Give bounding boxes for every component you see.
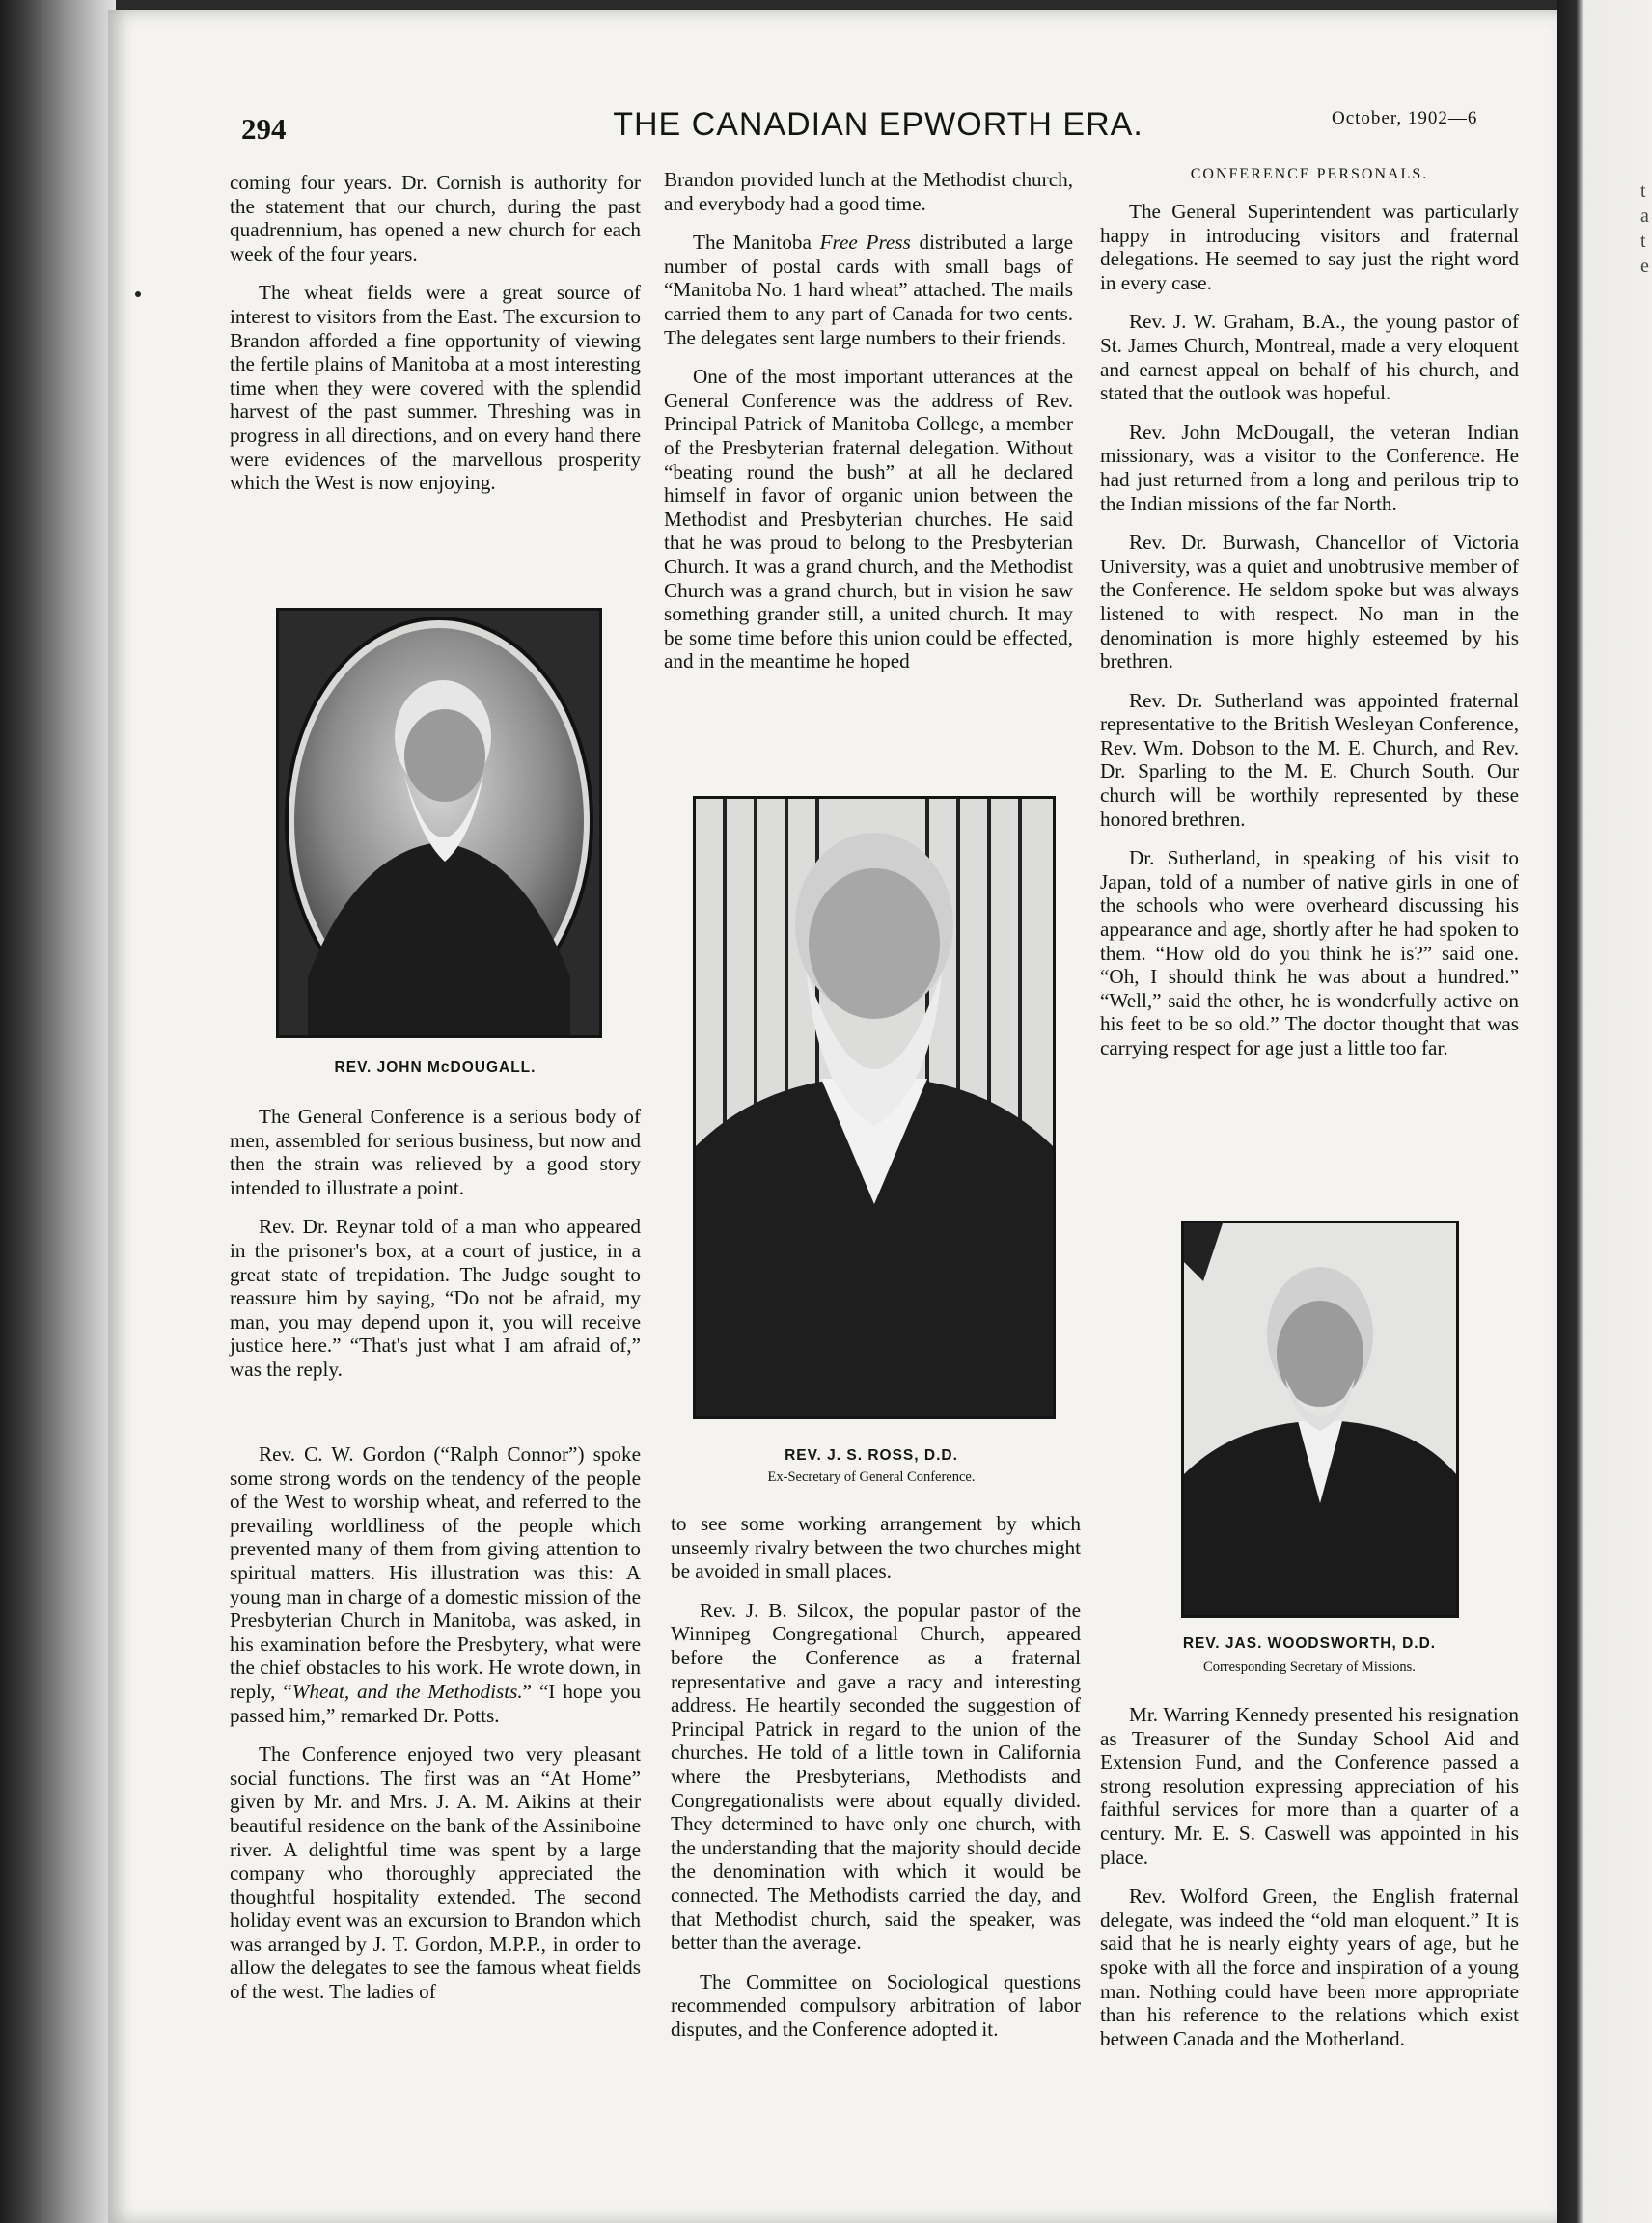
strip-letter: t	[1640, 180, 1646, 202]
italic-run: Wheat, and the Methodists.	[291, 1679, 523, 1703]
text-run: The Manitoba	[693, 231, 820, 255]
page-number: 294	[241, 112, 287, 146]
paragraph: The wheat fields were a great source of interest to visitors from the East. The excursion to Brandon afforded a fine opportunity of viewing the fertile plains of Manitoba at a most interesting time when they were covered with the splendid harvest of the past summer. Threshing was in progress in all directions, and on every hand there were evidences of the marvellous prosperity which the West is now enjoying.	[230, 281, 641, 495]
strip-letter: e	[1640, 256, 1649, 277]
masthead-title: THE CANADIAN EPWORTH ERA.	[613, 106, 1143, 143]
facing-page-text	[1640, 178, 1652, 279]
text-run: ” “I hope you passed him,” remarked Dr. Potts.	[230, 1679, 642, 1727]
paragraph: Mr. Warring Kennedy presented his resignation as Treasurer of the Sunday School Aid and Extension Fund, and the Conference passed a strong resolution expressing appreciation of his faithful services for more than a quarter of a century. Mr. E. S. Caswell was appointed in his place.	[1100, 1703, 1519, 1869]
portrait-john-mcdougall	[276, 608, 602, 1038]
paragraph: Rev. Dr. Reynar told of a man who appeared in the prisoner's box, at a court of justice, in a great state of trepidation. The Judge sought to reassure him by saying, “Do not be afraid, my man, you may depend upon it, you will receive justice here.” “That's just what I am afraid of,” was the reply.	[230, 1215, 641, 1381]
paragraph: The Committee on Sociological questions recommended compulsory arbitration of labor disputes, and the Conference adopted it.	[671, 1969, 1081, 2041]
strip-letter: t	[1640, 231, 1646, 252]
caption-mcdougall: REV. JOHN McDOUGALL.	[334, 1059, 537, 1076]
paragraph: Rev. Wolford Green, the English fraternal delegate, was indeed the “old man eloquent.” It is said that he is nearly eighty years of age, but he spoke with all the force and inspiration of a young man. Nothing could have been more appropriate than his reference to the relations which exist between Canada and the Motherland.	[1100, 1884, 1519, 2050]
paragraph: Rev. Dr. Sutherland was appointed fraternal representative to the British Wesleyan Conference, Rev. Wm. Dobson to the M. E. Church, and Rev. Dr. Sparling to the M. E. Church South. Our church will be worthily represented by these honored brethren.	[1100, 688, 1519, 831]
issue-date: October, 1902—6	[1332, 108, 1478, 128]
strip-letter: a	[1640, 206, 1649, 227]
caption-woodsworth: REV. JAS. WOODSWORTH, D.D.	[1182, 1635, 1437, 1652]
text-run: distributed a large number of postal cards with small bags of “Manitoba No. 1 hard wheat” attached. The mails carried them to any part of Canada for two cents. The delegates sent large numbers to their friends.	[664, 231, 1073, 349]
page-header	[0, 0, 1652, 145]
paragraph	[230, 1442, 641, 1727]
caption-ross: REV. J. S. ROSS, D.D.	[785, 1447, 958, 1464]
paragraph: Rev. Dr. Burwash, Chancellor of Victoria University, was a quiet and unobtrusive member of the Conference. He seldom spoke but was always listened to with respect. No man in the denomination is more highly esteemed by his brethren.	[1100, 531, 1519, 673]
text-run: Rev. C. W. Gordon (“Ralph Connor”) spoke some strong words on the tendency of the people of the West to worship wheat, and referred to the prevailing worldliness of the people which prevented many of them from giving attention to spiritual matters. His illustration was this: A young man in charge of a domestic mission of the Presbyterian Church in Manitoba, was asked, in his examination before the Presbytery, what were the chief obstacles to his work. He wrote down, in reply, “	[230, 1442, 641, 1703]
paragraph: Rev. J. W. Graham, B.A., the young pastor of St. James Church, Montreal, made a very eloquent and earnest appeal on behalf of his church, and stated that the outlook was hopeful.	[1100, 310, 1519, 405]
column-1-bottom	[230, 1442, 641, 2004]
italic-run: Free Press	[819, 231, 911, 255]
subcaption-ross: Ex-Secretary of General Conference.	[767, 1469, 976, 1485]
column-1-top	[230, 171, 641, 495]
paragraph: One of the most important utterances at the General Conference was the address of Rev. Principal Patrick of Manitoba College, a member of the Presbyterian fraternal delegation. Without “beating round the bush” at all he declared himself in favor of organic union between the Methodist and Presbyterian churches. He said that he was proud to belong to the Presbyterian Church. It was a grand church, and the Methodist Church was a grand church, but in vision he saw something grander still, a united church. It may be some time before this union could be effected, and in the meantime he hoped	[664, 365, 1073, 673]
stray-mark	[135, 291, 141, 297]
paragraph: coming four years. Dr. Cornish is authority for the statement that our church, during the past quadrennium, has opened a new church for each week of the four years.	[230, 171, 641, 265]
facing-page-edge	[1557, 0, 1652, 2223]
paragraph: Brandon provided lunch at the Methodist church, and everybody had a good time.	[664, 168, 1073, 215]
paragraph: Rev. J. B. Silcox, the popular pastor of the Winnipeg Congregational Church, appeared before the Conference as a fraternal representative and gave a racy and interesting address. He heartily seconded the suggestion of Principal Patrick in regard to the union of the churches. He told of a little town in California where the Presbyterians, Methodists and Congregationalists were about equally divided. They determined to have only one church, with the understanding that the majority should decide the denomination with which it would be connected. The Methodists carried the day, and that Methodist church, said the speaker, was better than the average.	[671, 1598, 1081, 1955]
paragraph: The General Conference is a serious body of men, assembled for serious business, but now and then the strain was relieved by a good story intended to illustrate a point.	[230, 1105, 641, 1199]
column-1-middle	[230, 1105, 641, 1382]
column-2-top	[664, 168, 1073, 673]
paragraph: Rev. John McDougall, the veteran Indian missionary, was a visitor to the Conference. He had just returned from a long and perilous trip to the Indian missions of the far North.	[1100, 420, 1519, 515]
portrait-jas-woodsworth	[1181, 1221, 1459, 1618]
subcaption-woodsworth: Corresponding Secretary of Missions.	[1203, 1660, 1416, 1675]
column-3-top	[1100, 200, 1519, 1060]
portrait-js-ross	[693, 796, 1056, 1419]
column-3-bottom	[1100, 1703, 1519, 2050]
paragraph: to see some working arrangement by which unseemly rivalry between the two churches might be avoided in small places.	[671, 1512, 1081, 1583]
paragraph: The General Superintendent was particularly happy in introducing visitors and fraternal delegations. He seemed to say just the right word in every case.	[1100, 200, 1519, 294]
book-binding-left	[0, 0, 116, 2223]
section-heading: CONFERENCE PERSONALS.	[1190, 166, 1429, 182]
column-2-bottom	[671, 1512, 1081, 2041]
paragraph	[664, 231, 1073, 349]
paragraph: Dr. Sutherland, in speaking of his visit to Japan, told of a number of native girls in one of the schools who were overheard discussing his appearance and age, shortly after he had spoken to them. “How old do you think he is?” said one. “Oh, I should think he was about a hundred.” “Well,” said the other, he is wonderfully active on his feet to be so old.” The doctor thought that was carrying respect for age just a little too far.	[1100, 846, 1519, 1059]
paragraph: The Conference enjoyed two very pleasant social functions. The first was an “At Home” given by Mr. and Mrs. J. A. M. Aikins at their beautiful residence on the bank of the Assiniboine river. A delightful time was spent by a large company who thoroughly appreciated the thoughtful hospitality extended. The second holiday event was an excursion to Brandon which was arranged by J. T. Gordon, M.P.P., in order to allow the delegates to see the famous wheat fields of the west. The ladies of	[230, 1743, 641, 2004]
